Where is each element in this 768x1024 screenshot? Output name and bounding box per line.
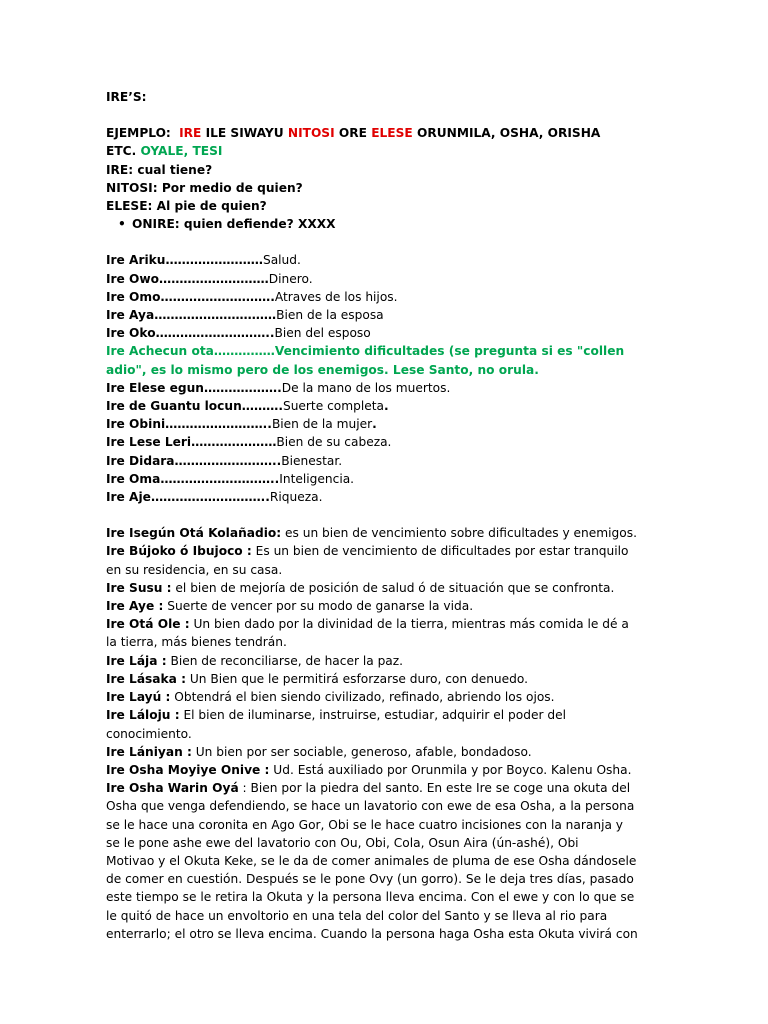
item-term: Ire Aya — [106, 308, 155, 323]
item-end: . — [383, 399, 389, 414]
paragraph-text: conocimiento. — [106, 726, 192, 741]
paragraph-text: la tierra, más bienes tendrán. — [106, 635, 287, 650]
ire-paragraph — [106, 542, 666, 578]
paragraph-text: : Bien por la piedra del santo. En este Ire se coge una okuta del — [238, 781, 631, 796]
item-dots: ………………………… — [154, 308, 277, 323]
example-word-elese: ELESE — [371, 126, 413, 141]
paragraph-text: se le hace una coronita en Ago Gor, Obi se le hace cuatro incisiones con la naranja y — [106, 817, 624, 832]
item-end: . — [372, 417, 377, 432]
paragraph-text: en su residencia, en su casa. — [106, 562, 283, 577]
paragraph-line — [106, 688, 666, 706]
paragraph-line — [106, 542, 666, 560]
item-meaning: Bien de su cabeza. — [276, 435, 392, 450]
ire-paragraph — [106, 688, 666, 706]
list-item — [106, 397, 666, 415]
item-dots: ………………… — [191, 435, 277, 450]
ire-paragraph — [106, 761, 666, 779]
ire-paragraph — [106, 652, 666, 670]
paragraph-line — [106, 870, 666, 888]
paragraph-line — [106, 907, 666, 925]
document-title: IRE’S: — [106, 90, 147, 104]
item-term: Ire de Guantu locun — [106, 399, 242, 414]
ire-paragraph — [106, 779, 666, 943]
example-etc: ETC. — [106, 144, 137, 159]
item-term: Ire Owo — [106, 271, 160, 286]
list-item — [106, 488, 666, 506]
paragraph-text: Bien de reconciliarse, de hacer la paz. — [166, 653, 404, 668]
paragraph-term: Ire Lásaka : — [106, 671, 186, 686]
paragraph-term: Ire Láloju : — [106, 708, 180, 723]
paragraph-text: Es un bien de vencimiento de dificultades por estar tranquilo — [251, 544, 629, 559]
paragraph-line — [106, 670, 666, 688]
ire-paragraph — [106, 670, 666, 688]
item-dots: ………. — [241, 399, 283, 414]
item-dots: …………………… — [165, 253, 263, 268]
paragraph-text: El bien de iluminarse, instruirse, estudiar, adquirir el poder del — [179, 708, 566, 723]
item-meaning: Bien de la mujer — [271, 417, 373, 432]
paragraph-term: Ire Lániyan : — [106, 744, 192, 759]
list-item — [106, 288, 666, 306]
ire-paragraph — [106, 743, 666, 761]
example-word-orunmila: ORUNMILA, OSHA, ORISHA — [416, 126, 601, 141]
paragraph-line — [106, 743, 666, 761]
item-meaning: Bien del esposo — [274, 326, 371, 341]
item-dots: ……………………… — [159, 271, 269, 286]
paragraph-text: le quitó de hace un envoltorio en una tela del color del Santo y se lleva al rio para — [106, 908, 608, 923]
paragraph-line — [106, 652, 666, 670]
item-dots: …………………….. — [165, 417, 272, 432]
list-item — [106, 270, 666, 288]
paragraph-text: Obtendrá el bien siendo civilizado, refinado, abriendo los ojos. — [170, 690, 555, 705]
item-term: Ire Ariku — [106, 253, 166, 268]
paragraph-term: Ire Aye : — [106, 599, 164, 614]
example-word-nitosi: NITOSI — [287, 126, 335, 141]
ire-paragraph — [106, 597, 666, 615]
paragraph-text: Un bien dado por la divinidad de la tierra, mientras más comida le dé a — [189, 617, 629, 632]
item-meaning: Atraves de los hijos. — [274, 289, 398, 304]
list-item — [106, 379, 666, 397]
item-term: Ire Aje — [106, 490, 151, 505]
paragraph-text: Un bien por ser sociable, generoso, afable, bondadoso. — [191, 744, 532, 759]
list-item — [106, 306, 666, 324]
paragraph-term: Ire Otá Ole : — [106, 617, 190, 632]
paragraph-line — [106, 797, 666, 815]
paragraph-text: Un Bien que le permitirá esforzarse duro, con denuedo. — [185, 671, 529, 686]
paragraph-text: de comer en cuestión. Después se le pone Ovy (un gorro). Se le deja tres días, pasado — [106, 872, 634, 887]
item-dots: ……………………….. — [155, 326, 275, 341]
paragraph-line — [106, 706, 666, 724]
item-meaning: Bien de la esposa — [276, 308, 384, 323]
item-term: Ire Elese egun — [106, 380, 204, 395]
ire-paragraph — [106, 615, 666, 651]
paragraph-term: Ire Layú : — [106, 690, 171, 705]
item-dots: ………………………. — [160, 289, 275, 304]
list-item — [106, 324, 666, 342]
item-term: Ire Didara — [106, 453, 175, 468]
item-meaning: Riqueza. — [269, 490, 323, 505]
paragraph-text: Suerte de vencer por su modo de ganarse la vida. — [163, 599, 474, 614]
ire-paragraph — [106, 706, 666, 742]
paragraph-line — [106, 834, 666, 852]
item-dots: ………………. — [203, 380, 282, 395]
example-word-ore: ORE — [338, 126, 367, 141]
document-body — [106, 88, 666, 943]
paragraph-text: se le pone ashe ewe del lavatorio con Ou, Obi, Cola, Osun Aira (ún-ashé), Obi — [106, 835, 579, 850]
example-etc-line — [106, 142, 666, 160]
list-item — [106, 415, 666, 433]
item-term: Ire Obini — [106, 417, 166, 432]
item-dots: ……………………….. — [150, 490, 270, 505]
list-item — [106, 452, 666, 470]
paragraph-line — [106, 615, 666, 633]
ire-descriptions — [106, 524, 666, 943]
bullet-onire: • ONIRE: quien defiende? XXXX — [106, 215, 666, 233]
list-item — [106, 470, 666, 488]
paragraph-term: Ire Bújoko ó Ibujoco : — [106, 544, 252, 559]
list-item — [106, 251, 666, 269]
ire-paragraph — [106, 524, 666, 542]
paragraph-text: es un bien de vencimiento sobre dificultades y enemigos. — [281, 526, 637, 541]
definition-nitosi: NITOSI: Por medio de quien? — [106, 180, 303, 195]
item-meaning: Dinero. — [268, 271, 313, 286]
item-term: Ire Oko — [106, 326, 156, 341]
paragraph-line — [106, 725, 666, 743]
item-term: Ire Omo — [106, 289, 161, 304]
item-meaning: Salud. — [262, 253, 301, 268]
paragraph-text: Ud. Está auxiliado por Orunmila y por Boyco. Kalenu Osha. — [269, 762, 632, 777]
paragraph-line — [106, 888, 666, 906]
paragraph-line — [106, 779, 666, 797]
paragraph-line — [106, 597, 666, 615]
paragraph-term: Ire Osha Moyiye Onive : — [106, 762, 270, 777]
definition-elese: ELESE: Al pie de quien? — [106, 199, 267, 214]
paragraph-term: Ire Osha Warin Oyá — [106, 781, 239, 796]
item-dots: …………………….. — [174, 453, 282, 468]
paragraph-text: Osha que venga defendiendo, se hace un lavatorio con ewe de esa Osha, a la persona — [106, 799, 635, 814]
item-meaning: Inteligencia. — [279, 471, 355, 486]
paragraph-text: el bien de mejoría de posición de salud ó de situación que se confronta. — [171, 580, 615, 595]
item-meaning: De la mano de los muertos. — [281, 380, 451, 395]
paragraph-term: Ire Lája : — [106, 653, 167, 668]
ire-paragraph — [106, 579, 666, 597]
paragraph-line — [106, 561, 666, 579]
paragraph-line — [106, 816, 666, 834]
paragraph-text: enterrarlo; el otro se lleva encima. Cuando la persona haga Osha esta Okuta vivirá con — [106, 926, 638, 941]
item-dots: ……………………….. — [160, 471, 280, 486]
example-word-ile: ILE SIWAYU — [205, 126, 284, 141]
item-term: Ire Oma — [106, 471, 161, 486]
achecun-line-2: adio", es lo mismo pero de los enemigos. Lese Santo, no orula. — [106, 362, 539, 377]
list-item — [106, 433, 666, 451]
item-meaning: Bienestar. — [281, 453, 343, 468]
paragraph-line — [106, 524, 666, 542]
paragraph-line — [106, 579, 666, 597]
paragraph-line — [106, 633, 666, 651]
example-word-ire: IRE — [179, 126, 202, 141]
item-meaning: Suerte completa — [282, 399, 384, 414]
paragraph-text: este tiempo se le retira la Okuta y la persona lleva encima. Con el ewe y con lo que se — [106, 890, 635, 905]
example-label: EJEMPLO: — [106, 126, 171, 141]
paragraph-line — [106, 761, 666, 779]
paragraph-line — [106, 852, 666, 870]
paragraph-term: Ire Isegún Otá Kolañadio: — [106, 526, 282, 541]
paragraph-line — [106, 925, 666, 943]
example-oyale: OYALE, TESI — [140, 144, 223, 159]
definition-ire: IRE: cual tiene? — [106, 162, 213, 177]
example-line — [106, 124, 666, 142]
item-term: Ire Lese Leri — [106, 435, 192, 450]
paragraph-text: Motivao y el Okuta Keke, se le da de comer animales de pluma de ese Osha dándosele — [106, 853, 637, 868]
paragraph-term: Ire Susu : — [106, 580, 172, 595]
achecun-line-1: Ire Achecun ota……………Vencimiento dificultades (se pregunta si es "collen — [106, 344, 625, 359]
